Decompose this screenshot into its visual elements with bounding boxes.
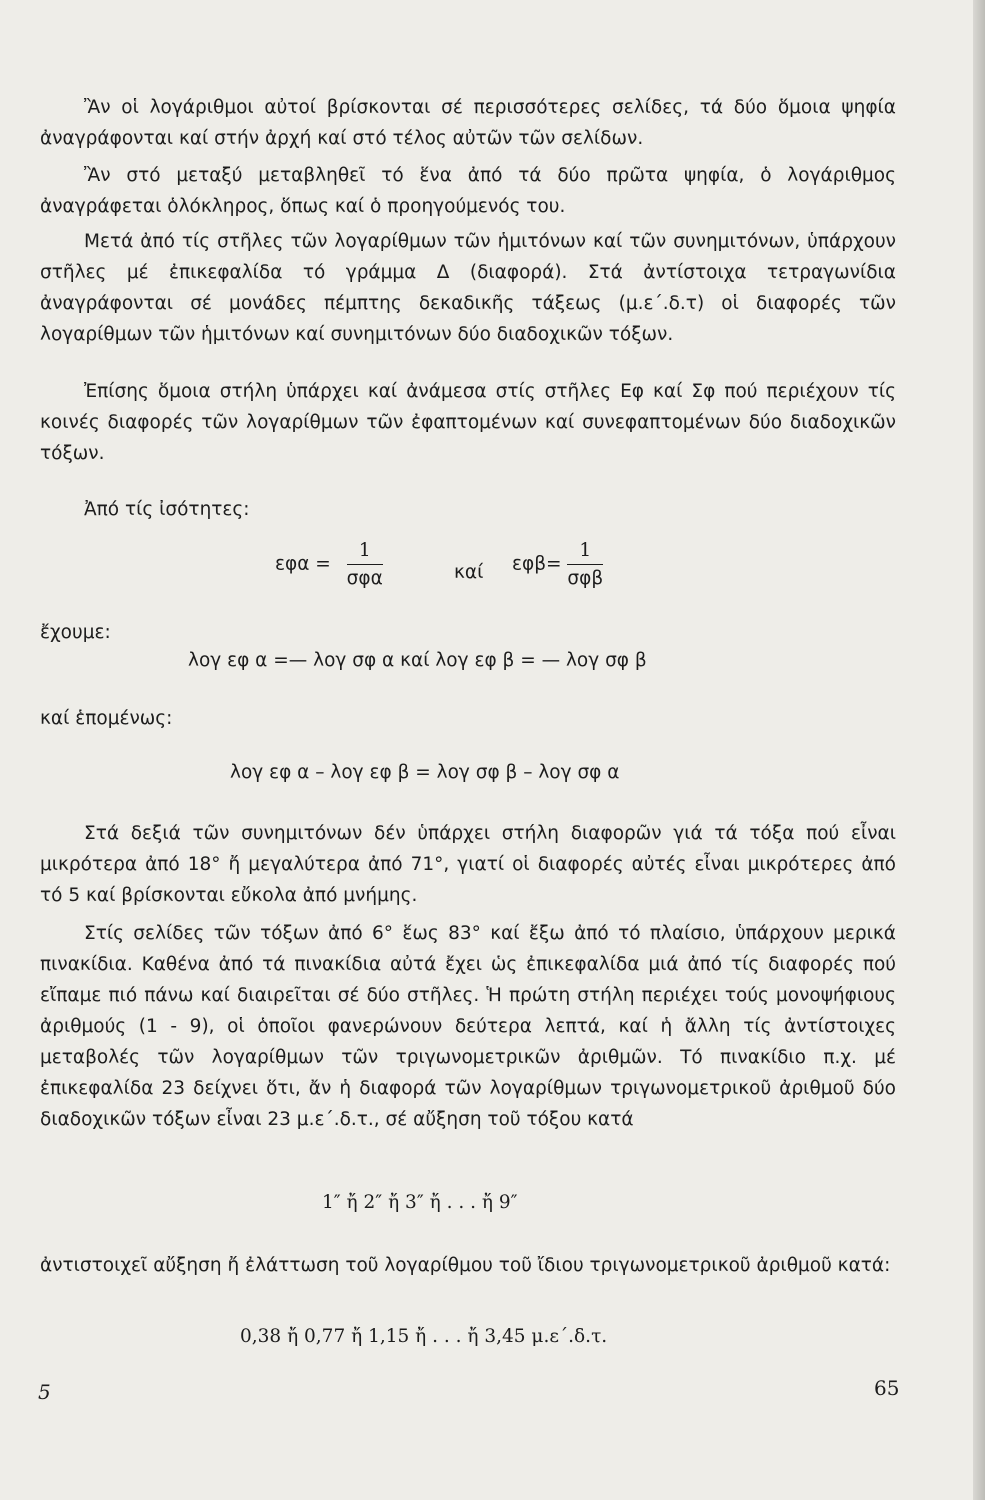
- equation-4: λογ εφ α – λογ εφ β = λογ σφ β – λογ σφ α: [230, 762, 620, 783]
- values-line: 0,38 ἤ 0,77 ἤ 1,15 ἤ . . . ἤ 3,45 μ.ε΄.δ.τ.: [240, 1326, 608, 1347]
- signature-number: 5: [38, 1380, 51, 1404]
- paragraph-7: Στίς σελίδες τῶν τόξων ἀπό 6° ἕως 83° καί ἔξω ἀπό τό πλαίσιο, ὑπάρχουν μερικά πινακίδια. Καθένα ἀπό τά πινακίδια αὐτά ἔχει ὡς ἐπικεφαλίδα μιά ἀπό τίς διαφορές πού εἴπαμε πιό πάνω καί διαιρεῖται σέ δύο στῆλες. Ἡ πρώτη στήλη περιέχει τούς μονοψήφιους ἀριθμούς (1 - 9), οἱ ὁποῖοι φανερώνουν δεύτερα λεπτά, καί ἡ ἄλλη τίς ἀντίστοιχες μεταβολές τῶν λογαρίθμων τῶν τριγωνομετρικῶν ἀριθμῶν. Τό πινακίδιο π.χ. μέ ἐπικεφαλίδα 23 δείχνει ὅτι, ἄν ἡ διαφορά τῶν λογαρίθμων τριγωνομετρικοῦ ἀριθμοῦ δύο διαδοχικῶν τόξων εἶναι 23 μ.ε΄.δ.τ., σέ αὔξηση τοῦ τόξου κατά: [40, 923, 896, 1130]
- fraction-1: [347, 540, 383, 589]
- seconds-line: 1″ ἤ 2″ ἤ 3″ ἤ . . . ἤ 9″: [322, 1192, 518, 1213]
- equation-1-left: εφα =: [275, 553, 331, 575]
- paragraph-8: ἀντιστοιχεῖ αὔξηση ἤ ἐλάττωση τοῦ λογαρίθμου τοῦ ἴδιου τριγωνομετρικοῦ ἀριθμοῦ κατά:: [40, 1255, 891, 1276]
- paragraph-5: Ἀπό τίς ἰσότητες:: [84, 499, 250, 520]
- equation-2-left: εφβ=: [512, 553, 562, 575]
- equation-kai: καί: [454, 562, 484, 583]
- paragraph-1: Ἂν οἱ λογάριθμοι αὐτοί βρίσκονται σέ περισσότερες σελίδες, τά δύο ὅμοια ψηφία ἀναγράφονται καί στήν ἀρχή καί στό τέλος αὐτῶν τῶν σελίδων.: [40, 97, 896, 149]
- fraction-2: [567, 540, 603, 589]
- paragraph-2: Ἂν στό μεταξύ μεταβληθεῖ τό ἕνα ἀπό τά δύο πρῶτα ψηφία, ὁ λογάριθμος ἀναγράφεται ὁλόκληρος, ὅπως καί ὁ προηγούμενός του.: [40, 165, 896, 217]
- label-exoume: ἔχουμε:: [40, 622, 111, 643]
- equation-1: [275, 540, 383, 589]
- fraction-1-denominator: σφα: [346, 568, 383, 589]
- paragraph-4: Ἐπίσης ὅμοια στήλη ὑπάρχει καί ἀνάμεσα στίς στῆλες Εφ καί Σφ πού περιέχουν τίς κοινές διαφορές τῶν λογαρίθμων τῶν ἐφαπτομένων καί συνεφαπτομένων δύο διαδοχικῶν τόξων.: [40, 381, 896, 464]
- equation-2: [512, 540, 603, 589]
- page-edge: [973, 0, 985, 1500]
- fraction-2-denominator: σφβ: [567, 568, 604, 589]
- fraction-2-numerator: 1: [567, 540, 603, 565]
- paragraph-6: Στά δεξιά τῶν συνημιτόνων δέν ὑπάρχει στήλη διαφορῶν γιά τά τόξα πού εἶναι μικρότερα ἀπό 18° ἤ μεγαλύτερα ἀπό 71°, γιατί οἱ διαφορές αὐτές εἶναι μικρότερες ἀπό τό 5 καί βρίσκονται εὔκολα ἀπό μνήμης.: [40, 823, 896, 906]
- fraction-1-numerator: 1: [347, 540, 383, 565]
- paragraph-3: Μετά ἀπό τίς στῆλες τῶν λογαρίθμων τῶν ἡμιτόνων καί τῶν συνημιτόνων, ὑπάρχουν στῆλες μέ ἐπικεφαλίδα τό γράμμα Δ (διαφορά). Στά ἀντίστοιχα τετραγωνίδια ἀναγράφονται σέ μονάδες πέμπτης δεκαδικῆς τάξεως (μ.ε΄.δ.τ) οἱ διαφορές τῶν λογαρίθμων τῶν ἡμιτόνων καί συνημιτόνων δύο διαδοχικῶν τόξων.: [40, 231, 896, 345]
- equation-3: λογ εφ α =— λογ σφ α καί λογ εφ β = — λογ σφ β: [188, 650, 647, 671]
- page-number: 65: [874, 1376, 900, 1400]
- label-epomenos: καί ἑπομένως:: [40, 708, 173, 729]
